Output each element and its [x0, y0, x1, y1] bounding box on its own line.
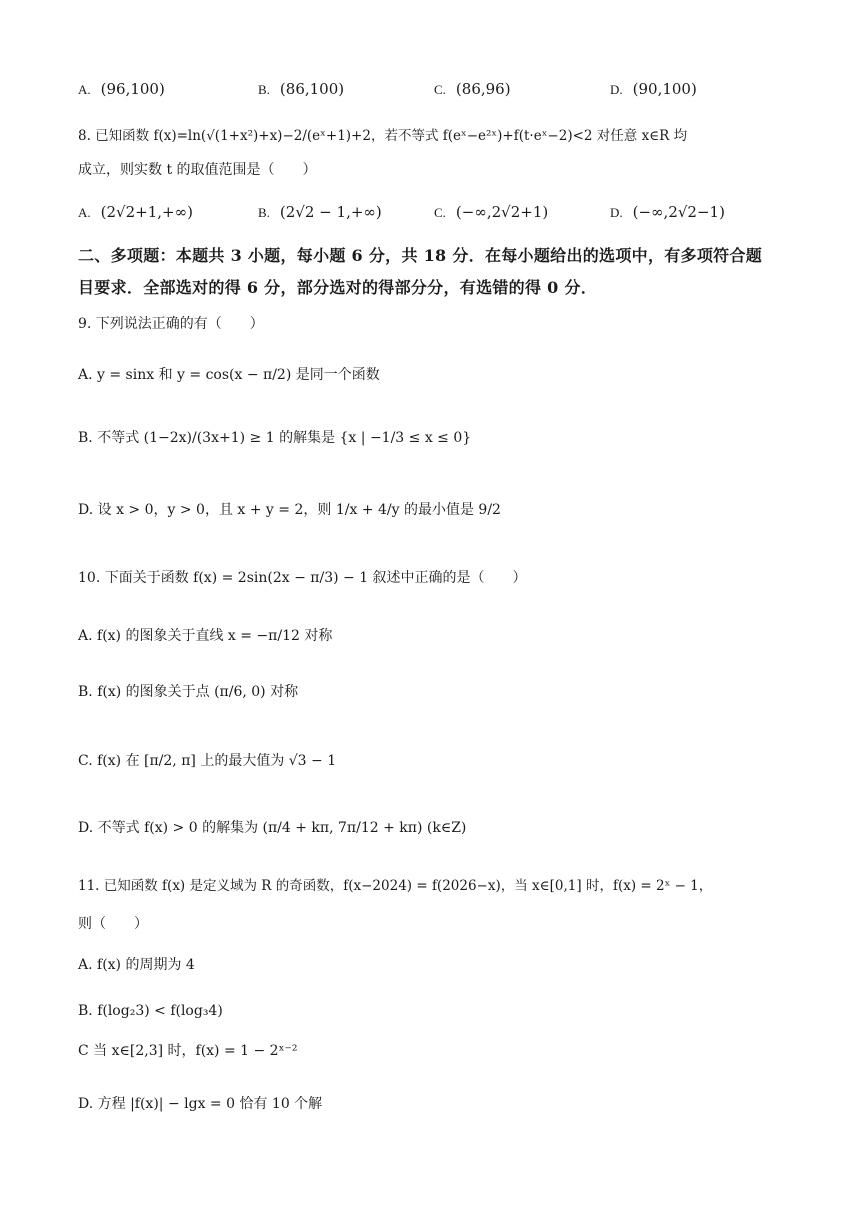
q7-option-a: A. (96,100)	[78, 80, 165, 98]
q10-option-b: B. f(x) 的图象关于点 (π/6, 0) 对称	[78, 684, 299, 700]
q10-option-a: A. f(x) 的图象关于直线 x = −π/12 对称	[78, 628, 333, 644]
q11-option-d: D. 方程 |f(x)| − lgx = 0 恰有 10 个解	[78, 1096, 323, 1112]
section2-heading-line1: 二、多项题：本题共 3 小题，每小题 6 分，共 18 分．在每小题给出的选项中，有多项符合题	[78, 246, 763, 265]
q8-options	[78, 199, 798, 225]
q8-option-a: A. (2√2+1,+∞)	[78, 203, 193, 221]
section2-heading-line2: 目要求．全部选对的得 6 分，部分选对的得部分分，有选错的得 0 分．	[78, 278, 598, 297]
q8-stem-line1: 8. 已知函数 f(x)=ln(√(1+x²)+x)−2/(eˣ+1)+2，若不等式 f(eˣ−e²ˣ)+f(t·eˣ−2)<2 对任意 x∈R 均	[78, 128, 688, 144]
q7-option-d: D. (90,100)	[610, 80, 697, 98]
q11-option-c: C 当 x∈[2,3] 时，f(x) = 1 − 2ˣ⁻²	[78, 1043, 298, 1059]
q11-option-a: A. f(x) 的周期为 4	[78, 957, 195, 973]
q11-option-b: B. f(log₂3) < f(log₃4)	[78, 1003, 223, 1019]
q11-stem-line1: 11. 已知函数 f(x) 是定义域为 R 的奇函数，f(x−2024) = f(2026−x)，当 x∈[0,1] 时，f(x) = 2ˣ − 1，	[78, 878, 713, 894]
q8-option-c: C. (−∞,2√2+1)	[434, 203, 549, 221]
q8-stem-line2: 成立，则实数 t 的取值范围是（ ）	[78, 162, 317, 178]
q9-option-b: B. 不等式 (1−2x)/(3x+1) ≥ 1 的解集是 {x | −1/3 ≤ x ≤ 0}	[78, 430, 472, 446]
q8-option-b: B. (2√2 − 1,+∞)	[258, 203, 382, 221]
q11-stem-line2: 则（ ）	[78, 916, 148, 932]
q10-stem: 10. 下面关于函数 f(x) = 2sin(2x − π/3) − 1 叙述中正确的是（ ）	[78, 570, 527, 586]
q10-option-c: C. f(x) 在 [π/2, π] 上的最大值为 √3 − 1	[78, 753, 337, 769]
q10-option-d: D. 不等式 f(x) > 0 的解集为 (π/4 + kπ, 7π/12 + kπ) (k∈Z)	[78, 820, 467, 836]
q9-option-d: D. 设 x > 0，y > 0，且 x + y = 2，则 1/x + 4/y 的最小值是 9/2	[78, 502, 501, 518]
q8-option-d: D. (−∞,2√2−1)	[610, 203, 725, 221]
q7-option-c: C. (86,96)	[434, 80, 511, 98]
q7-option-b: B. (86,100)	[258, 80, 345, 98]
q9-stem: 9. 下列说法正确的有（ ）	[78, 316, 264, 332]
q7-options	[78, 76, 798, 102]
q9-option-a: A. y = sinx 和 y = cos(x − π/2) 是同一个函数	[78, 367, 380, 383]
